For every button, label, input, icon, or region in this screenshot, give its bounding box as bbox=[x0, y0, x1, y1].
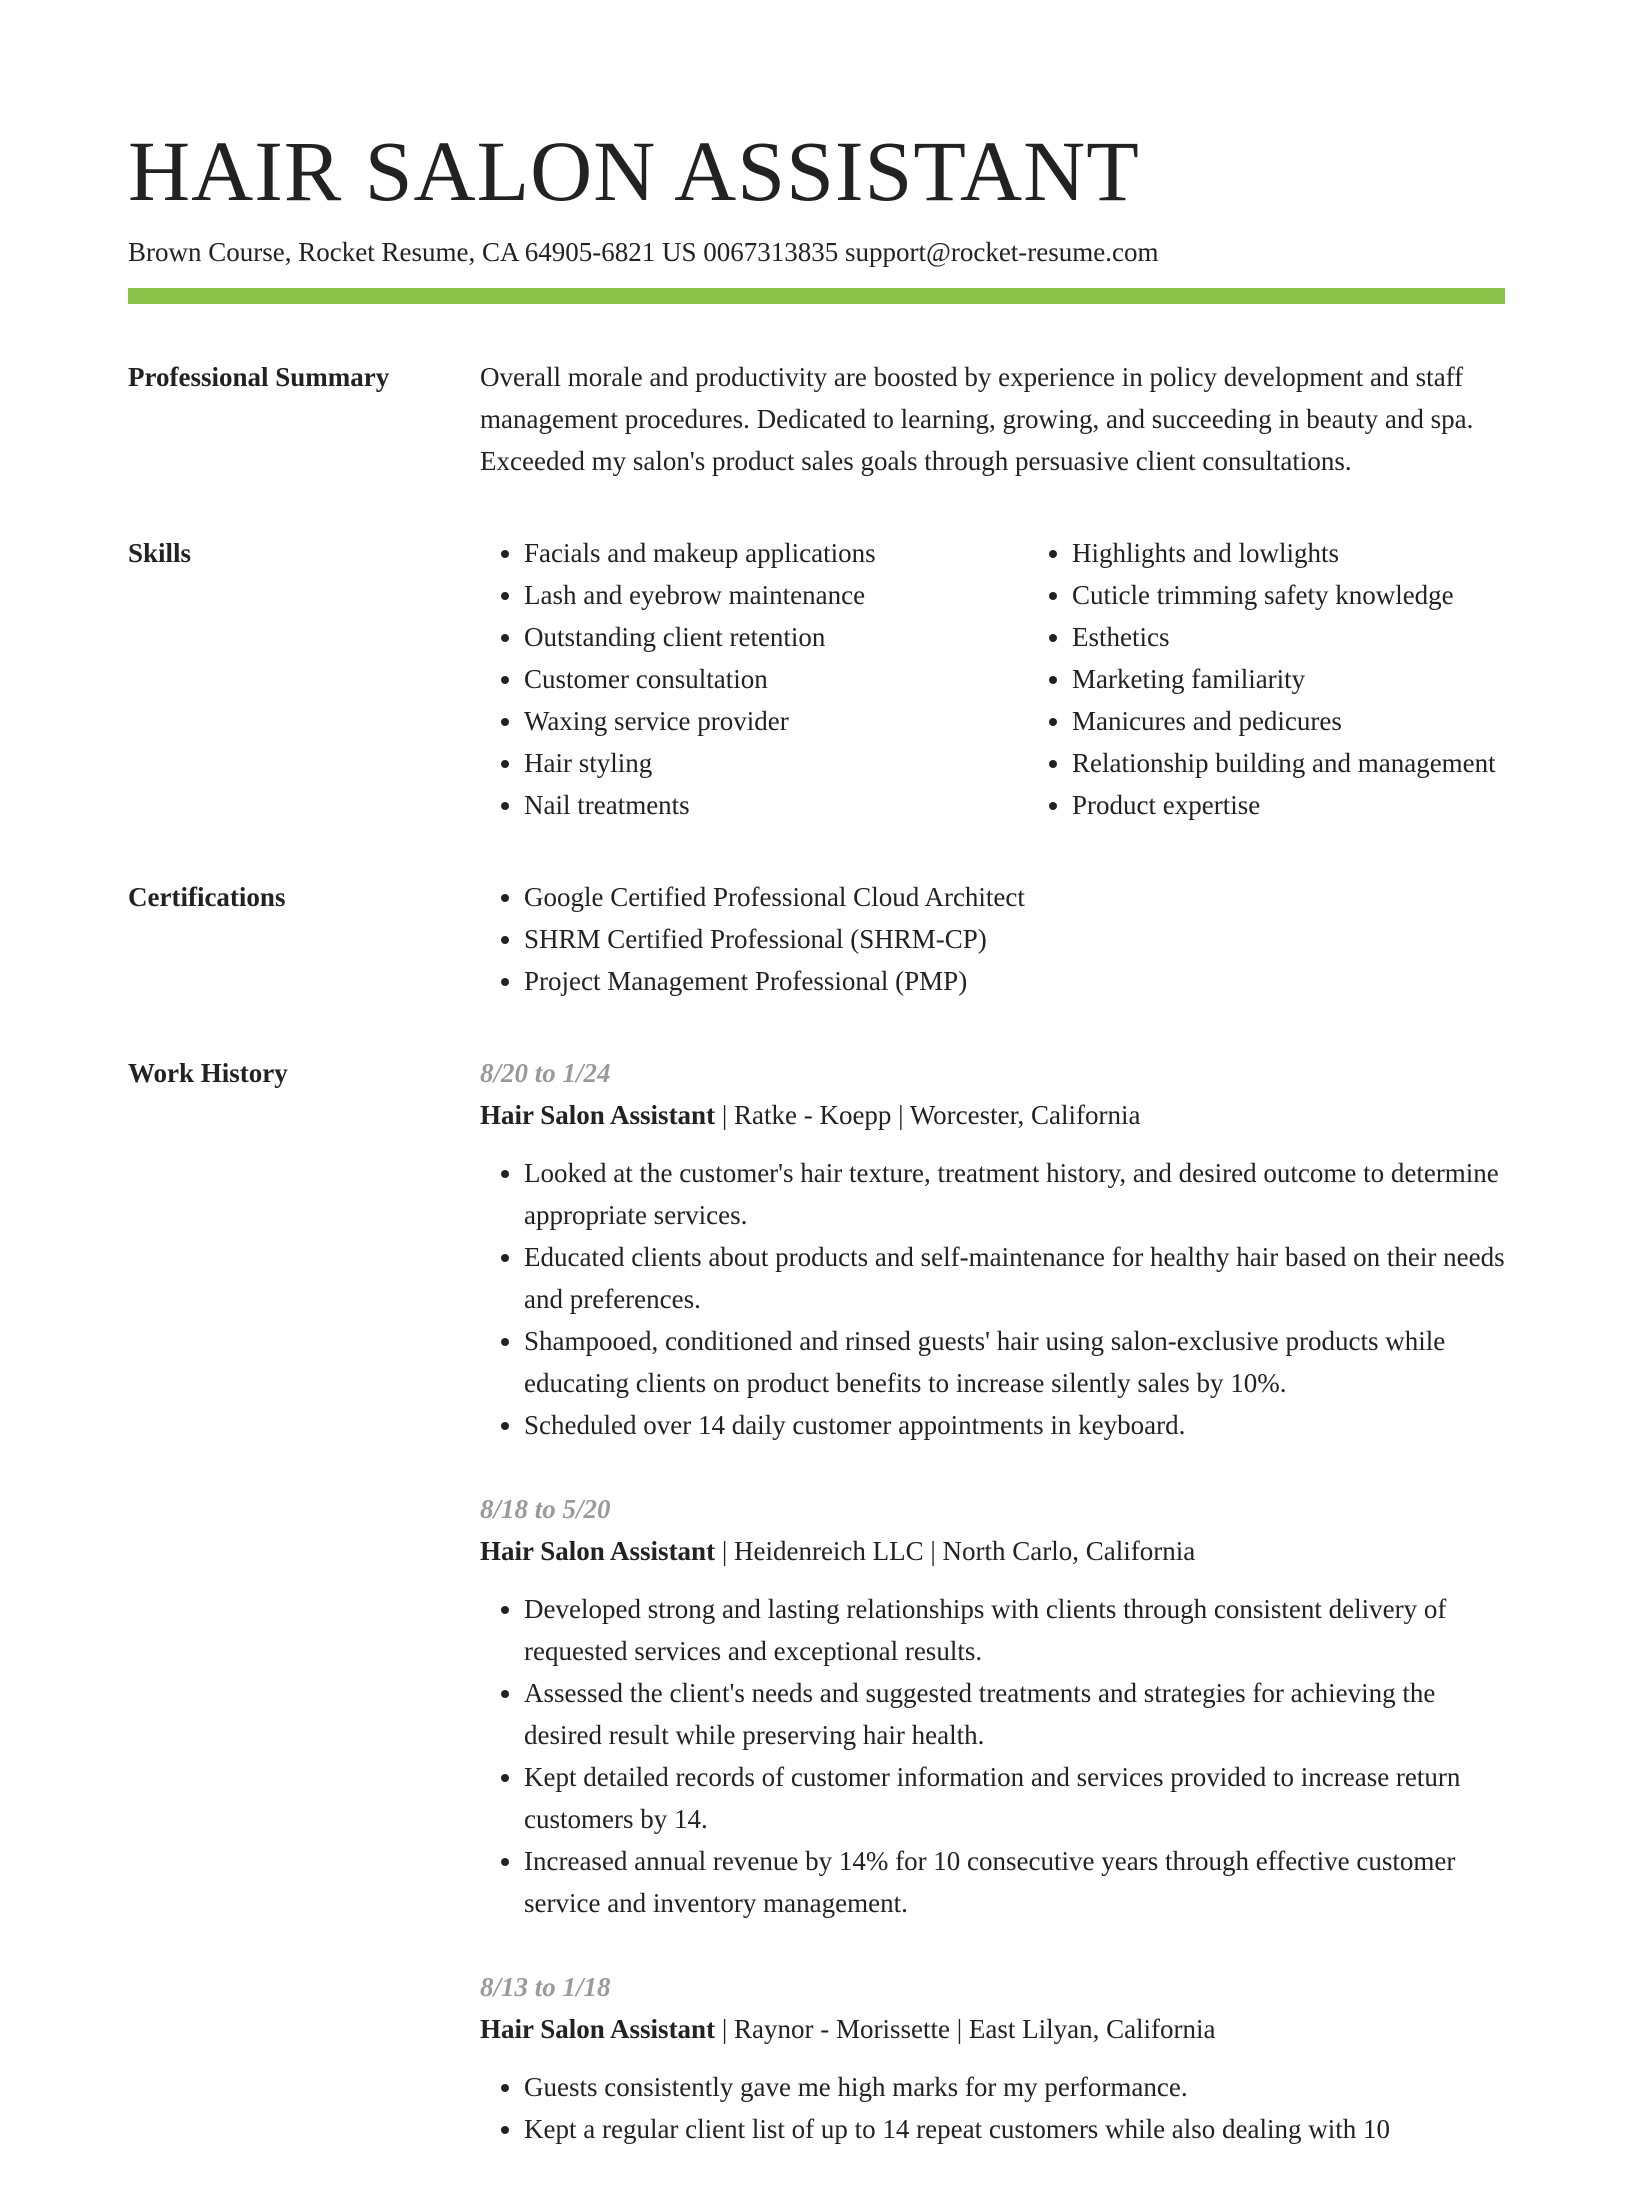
job-dates: 8/13 to 1/18 bbox=[480, 1972, 611, 2003]
skill-item: • Customer consultation bbox=[524, 658, 1028, 700]
job-dates: 8/20 to 1/24 bbox=[480, 1058, 611, 1089]
job-title: Hair Salon Assistant bbox=[480, 2014, 716, 2045]
section-label-summary: Professional Summary bbox=[128, 362, 390, 393]
skills-list-left bbox=[480, 532, 1028, 826]
accent-divider bbox=[128, 288, 1505, 304]
skills-section bbox=[128, 532, 1505, 826]
skill-item: • Marketing familiarity bbox=[1072, 658, 1576, 700]
skill-item: • Manicures and pedicures bbox=[1072, 700, 1576, 742]
contact-line: Brown Course, Rocket Resume, CA 64905-6821 US 0067313835 support@rocket-resume.com bbox=[128, 237, 1159, 267]
skill-item: • Cuticle trimming safety knowledge bbox=[1072, 574, 1576, 616]
job-bullet: • Scheduled over 14 daily customer appointments in keyboard. bbox=[524, 1404, 1505, 1446]
job-bullet: • Developed strong and lasting relationships with clients through consistent delivery of requested services and exceptional results. bbox=[524, 1588, 1505, 1672]
certifications-body bbox=[480, 876, 1505, 1002]
job-bullet: • Assessed the client's needs and suggested treatments and strategies for achieving the desired result while preserving hair health. bbox=[524, 1672, 1505, 1756]
job-heading bbox=[480, 1530, 1505, 1572]
skills-list-right bbox=[1028, 532, 1576, 826]
job-entry bbox=[480, 1966, 1505, 2150]
job-bullet: • Shampooed, conditioned and rinsed guests' hair using salon-exclusive products while educating clients on product benefits to increase silently sales by 10%. bbox=[524, 1320, 1505, 1404]
job-dates: 8/18 to 5/20 bbox=[480, 1494, 611, 1525]
summary-section bbox=[128, 356, 1505, 482]
summary-text: Overall morale and productivity are boosted by experience in policy development and staff management procedures. Dedicated to learning, growing, and succeeding in beauty and spa. Exceeded my salon's product sales goals through persuasive client consultations. bbox=[480, 362, 1474, 477]
certification-item: • SHRM Certified Professional (SHRM-CP) bbox=[524, 918, 1505, 960]
job-entry bbox=[480, 1052, 1505, 1446]
job-bullet: • Educated clients about products and self-maintenance for healthy hair based on their needs and preferences. bbox=[524, 1236, 1505, 1320]
skill-item: • Product expertise bbox=[1072, 784, 1576, 826]
job-bullet: • Kept a regular client list of up to 14 repeat customers while also dealing with 10 bbox=[524, 2108, 1505, 2150]
job-title: Hair Salon Assistant bbox=[480, 1536, 716, 1567]
skill-item: • Lash and eyebrow maintenance bbox=[524, 574, 1028, 616]
summary-body bbox=[480, 356, 1505, 482]
job-heading bbox=[480, 1094, 1505, 1136]
job-entry bbox=[480, 1488, 1505, 1924]
work-history-section bbox=[128, 1052, 1505, 2192]
section-label-certifications: Certifications bbox=[128, 882, 286, 913]
skill-item: • Esthetics bbox=[1072, 616, 1576, 658]
certifications-list bbox=[480, 876, 1505, 1002]
job-details: | Ratke - Koepp | Worcester, California bbox=[715, 1100, 1141, 1131]
skill-item: • Hair styling bbox=[524, 742, 1028, 784]
job-bullets bbox=[480, 1152, 1505, 1446]
skill-item: • Facials and makeup applications bbox=[524, 532, 1028, 574]
work-history-body bbox=[480, 1052, 1505, 2192]
skill-item: • Outstanding client retention bbox=[524, 616, 1028, 658]
job-bullet: • Guests consistently gave me high marks for my performance. bbox=[524, 2066, 1505, 2108]
section-label-skills: Skills bbox=[128, 538, 192, 569]
job-bullet: • Looked at the customer's hair texture, treatment history, and desired outcome to determine appropriate services. bbox=[524, 1152, 1505, 1236]
job-bullets bbox=[480, 1588, 1505, 1924]
skill-item: • Nail treatments bbox=[524, 784, 1028, 826]
skills-body bbox=[480, 532, 1576, 826]
job-bullet: • Kept detailed records of customer information and services provided to increase return customers by 14. bbox=[524, 1756, 1505, 1840]
resume-title: HAIR SALON ASSISTANT bbox=[128, 123, 1140, 219]
job-bullet: • Increased annual revenue by 14% for 10 consecutive years through effective customer service and inventory management. bbox=[524, 1840, 1505, 1924]
certification-item: • Google Certified Professional Cloud Architect bbox=[524, 876, 1505, 918]
resume-page bbox=[128, 0, 1505, 2192]
certifications-section bbox=[128, 876, 1505, 1002]
skill-item: • Highlights and lowlights bbox=[1072, 532, 1576, 574]
job-bullets bbox=[480, 2066, 1505, 2150]
certification-item: • Project Management Professional (PMP) bbox=[524, 960, 1505, 1002]
section-label-work-history: Work History bbox=[128, 1058, 288, 1089]
job-details: | Heidenreich LLC | North Carlo, California bbox=[715, 1536, 1196, 1567]
skill-item: • Relationship building and management bbox=[1072, 742, 1576, 784]
job-title: Hair Salon Assistant bbox=[480, 1100, 716, 1131]
skill-item: • Waxing service provider bbox=[524, 700, 1028, 742]
job-heading bbox=[480, 2008, 1505, 2050]
job-details: | Raynor - Morissette | East Lilyan, California bbox=[715, 2014, 1216, 2045]
